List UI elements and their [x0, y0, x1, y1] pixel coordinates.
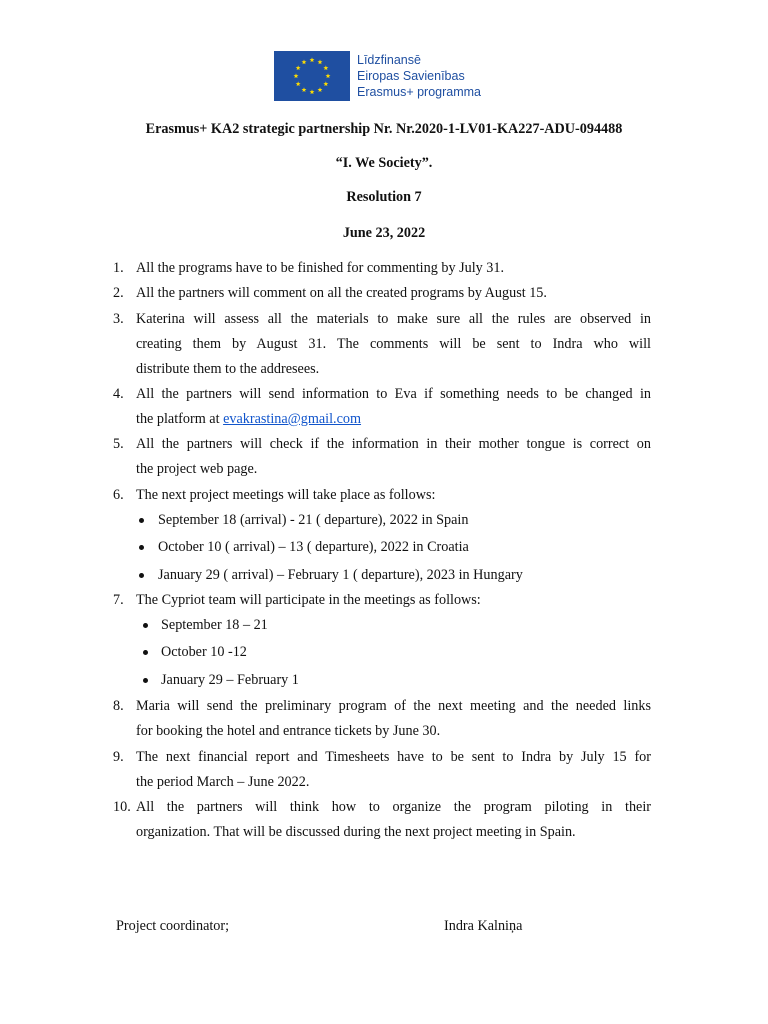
eu-star-icon	[294, 73, 299, 78]
item-text: the project web page.	[136, 461, 258, 477]
item-text: The next financial report and Timesheets have to be sent to Indra by July 15 for	[136, 749, 651, 765]
item-number: 8.	[113, 698, 124, 714]
bullet-icon	[139, 518, 144, 523]
eu-star-icon	[318, 87, 323, 92]
coordinator-name: Indra Kalniņa	[444, 918, 523, 934]
item-text: the period March – June 2022.	[136, 774, 310, 790]
item-number: 3.	[113, 311, 124, 327]
item-text: The next project meetings will take place as follows:	[136, 487, 436, 503]
item-text: distribute them to the addresees.	[136, 361, 320, 377]
logo-line-2: Eiropas Savienības	[357, 69, 465, 83]
item-number: 9.	[113, 749, 124, 765]
logo-line-3: Erasmus+ programma	[357, 85, 481, 99]
bullet-text: October 10 ( arrival) – 13 ( departure), 2022 in Croatia	[158, 539, 469, 555]
item-text: All the partners will comment on all the created programs by August 15.	[136, 285, 547, 301]
item-text: All the partners will check if the information in their mother tongue is correct on	[136, 436, 651, 452]
item-text: the platform at	[136, 411, 224, 427]
item-text: The Cypriot team will participate in the meetings as follows:	[136, 592, 481, 608]
eu-star-icon	[302, 60, 307, 65]
item-text: for booking the hotel and entrance tickets by June 30.	[136, 723, 441, 739]
eu-star-icon	[310, 57, 315, 62]
eu-star-icon	[302, 87, 307, 92]
eu-star-icon	[326, 73, 331, 78]
item-text: All the partners will think how to organize the program piloting in their	[136, 799, 651, 815]
coordinator-role: Project coordinator;	[116, 918, 230, 934]
bullet-icon	[139, 573, 144, 578]
item-text-with-link	[136, 411, 361, 428]
item-text: Maria will send the preliminary program of the next meeting and the needed links	[136, 698, 651, 714]
item-text: All the partners will send information to Eva if something needs to be changed in	[136, 386, 651, 402]
item-text: creating them by August 31. The comments will be sent to Indra who will	[136, 336, 651, 352]
bullet-text: October 10 -12	[161, 644, 247, 660]
bullet-icon	[139, 545, 144, 550]
eu-star-icon	[323, 81, 328, 86]
project-title: “I. We Society”.	[335, 155, 433, 171]
partnership-title: Erasmus+ KA2 strategic partnership Nr. Nr.2020-1-LV01-KA227-ADU-094488	[145, 121, 623, 137]
item-number: 2.	[113, 285, 124, 301]
bullet-text: January 29 ( arrival) – February 1 ( departure), 2023 in Hungary	[158, 567, 523, 583]
email-link[interactable]: evakrastina@gmail.com	[223, 411, 362, 427]
item-number: 1.	[113, 260, 124, 276]
eu-star-icon	[310, 89, 315, 94]
bullet-text: September 18 (arrival) - 21 ( departure), 2022 in Spain	[158, 512, 469, 528]
eu-flag-icon	[274, 51, 350, 101]
bullet-icon	[143, 650, 148, 655]
eu-star-icon	[296, 81, 301, 86]
item-number: 6.	[113, 487, 124, 503]
resolution-date: June 23, 2022	[342, 225, 426, 241]
resolution-title: Resolution 7	[346, 189, 422, 205]
item-number: 7.	[113, 592, 124, 608]
item-number: 4.	[113, 386, 124, 402]
item-number: 5.	[113, 436, 124, 452]
bullet-text: September 18 – 21	[161, 617, 268, 633]
bullet-icon	[143, 678, 148, 683]
logo-line-1: Līdzfinansē	[357, 53, 421, 67]
item-text: Katerina will assess all the materials to make sure all the rules are observed in	[136, 311, 651, 327]
eu-star-icon	[318, 60, 323, 65]
eu-cofunding-logo	[274, 51, 481, 101]
item-text: organization. That will be discussed during the next project meeting in Spain.	[136, 824, 576, 840]
logo-text	[357, 52, 481, 100]
eu-star-icon	[323, 65, 328, 70]
bullet-text: January 29 – February 1	[161, 672, 299, 688]
eu-star-icon	[296, 65, 301, 70]
bullet-icon	[143, 623, 148, 628]
item-text: All the programs have to be finished for commenting by July 31.	[136, 260, 505, 276]
item-number: 10.	[113, 799, 131, 815]
